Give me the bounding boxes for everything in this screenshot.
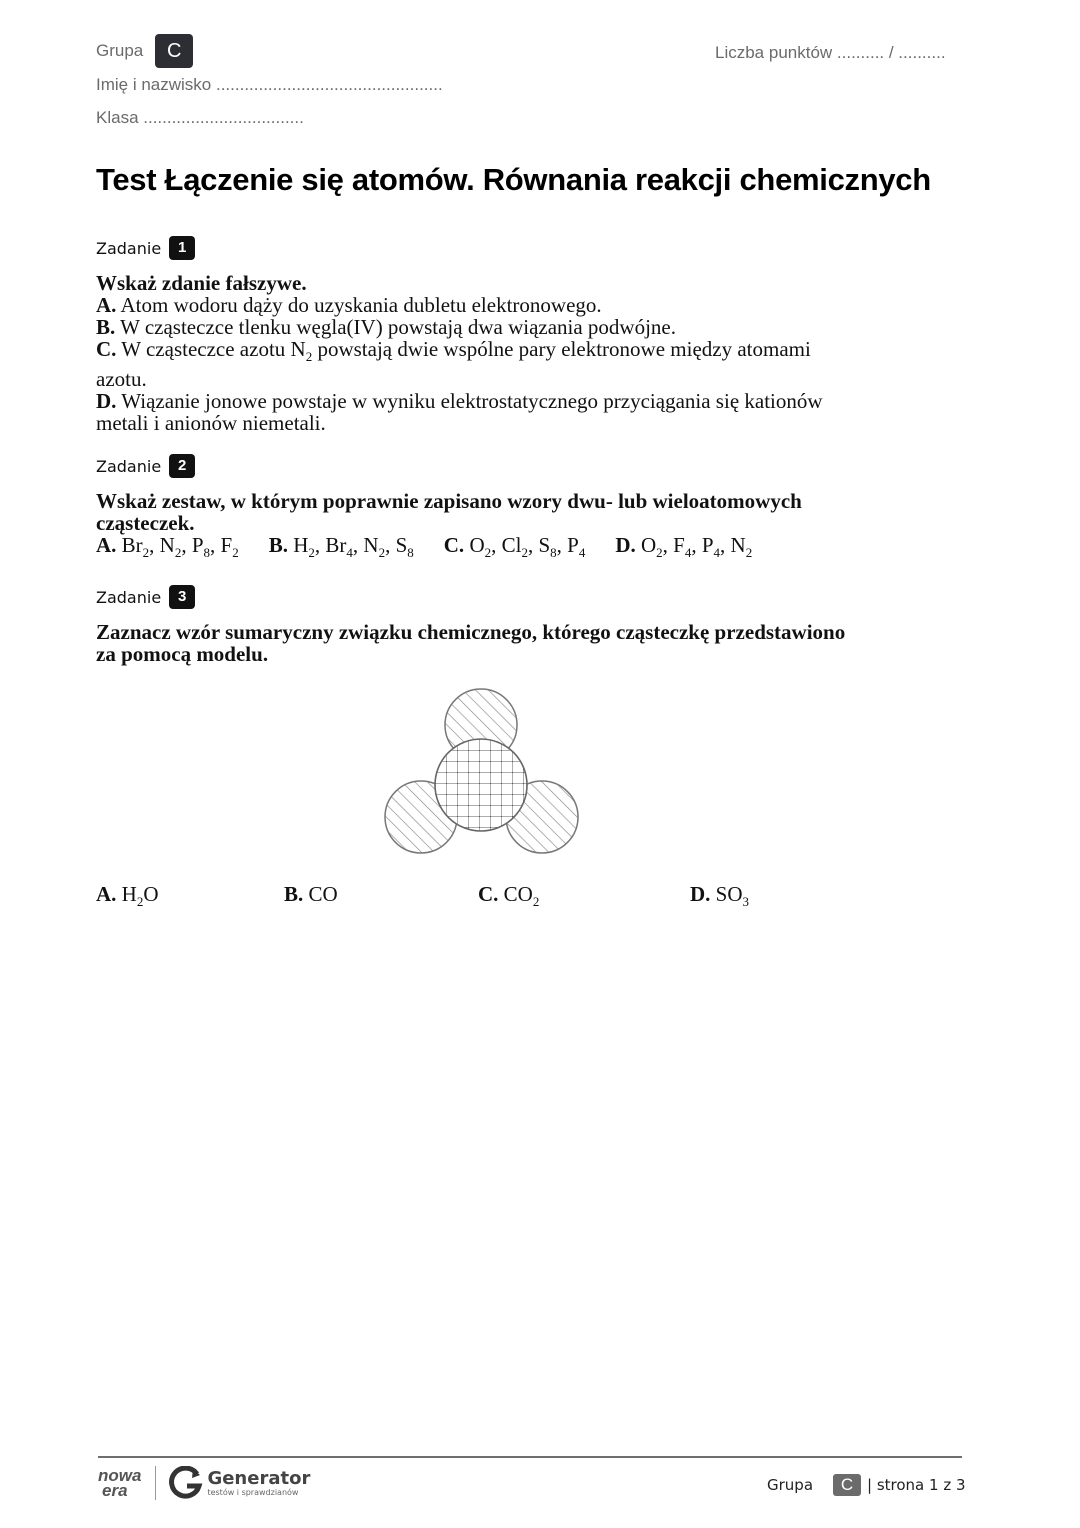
formula: $S_8$: [395, 533, 414, 560]
footer-divider: [98, 1456, 962, 1458]
option-letter: C.: [443, 533, 470, 557]
task-label: Zadanie: [96, 456, 162, 476]
task-2-option-a[interactable]: A. $Br_2$, $N_2$, $P_8$, $F_2$: [96, 533, 239, 560]
option-text-continued: metali i anionów niemetali.: [96, 411, 326, 435]
subscript: 4: [684, 545, 692, 560]
class-field: Klasa ..................................: [96, 108, 304, 127]
subscript: 2: [532, 894, 540, 909]
task-1-body: [96, 272, 856, 434]
formula-text: CO: [308, 882, 338, 906]
option-letter: D.: [690, 882, 716, 906]
central-atom: [435, 739, 527, 831]
subscript: 2: [142, 545, 150, 560]
formula: $P_4$: [701, 533, 721, 560]
formula: $H_2$: [293, 533, 315, 560]
option-text: powstają dwie wspólne pary elektronowe między atomami: [312, 337, 811, 361]
group-badge: C: [155, 34, 193, 68]
subscript: 8: [550, 545, 557, 560]
footer-logos: [98, 1466, 310, 1500]
task-3-stem-line-2: za pomocą modelu.: [96, 642, 269, 666]
subscript: 4: [346, 545, 353, 560]
formula: $N_2$: [159, 533, 182, 560]
subscript: 2: [745, 545, 753, 560]
task-3-option-a[interactable]: [96, 882, 159, 907]
page-title: Test Łączenie się atomów. Równania reakcji chemicznych: [96, 162, 931, 197]
formula-text: CO: [503, 882, 533, 906]
formula: $S_8$: [538, 533, 557, 560]
task-1-option-a[interactable]: [96, 294, 856, 316]
nowa-era-logo: [98, 1468, 141, 1498]
option-letter: C.: [478, 882, 504, 906]
footer-page-info: [767, 1474, 966, 1496]
task-3-option-b[interactable]: [284, 882, 338, 907]
subscript: 2: [232, 545, 239, 560]
task-2-body: [96, 489, 876, 560]
logo-separator: [155, 1466, 156, 1500]
group-field: [96, 34, 193, 68]
formula: $F_2$: [220, 533, 239, 560]
subscript: 2: [305, 349, 313, 364]
option-letter: B.: [268, 533, 294, 557]
generator-g-icon: [169, 1466, 203, 1500]
task-1-option-c[interactable]: [96, 338, 856, 390]
task-2-option-d[interactable]: D. $O_2$, $F_4$, $P_4$, $N_2$: [615, 533, 753, 560]
option-letter: D.: [615, 533, 641, 557]
formula: $Br_2$: [121, 533, 150, 560]
formula: $P_4$: [567, 533, 586, 560]
formula: $Br_4$: [325, 533, 353, 560]
option-letter: C.: [96, 337, 117, 361]
task-3-option-d[interactable]: [690, 882, 749, 907]
group-label: Grupa: [96, 41, 144, 60]
formula: $N_2$: [730, 533, 753, 560]
subscript: 4: [578, 545, 586, 560]
molecule-model: [380, 684, 585, 859]
subscript: 2: [174, 545, 182, 560]
option-text: W cząsteczce azotu N: [121, 337, 306, 361]
name-field: Imię i nazwisko ................................................: [96, 75, 443, 94]
option-letter: A.: [96, 533, 122, 557]
task-number-badge: 3: [169, 585, 195, 609]
logo-nowa-text: nowa: [98, 1466, 142, 1485]
option-text: Wiązanie jonowe powstaje w wyniku elektrostatycznego przyciągania się kationów: [121, 389, 823, 413]
points-field: Liczba punktów .......... / ..........: [715, 43, 946, 62]
generator-subtitle: testów i sprawdzianów: [207, 1487, 299, 1497]
task-1-header: [96, 236, 195, 260]
task-number-badge: 2: [169, 454, 195, 478]
task-3-option-c[interactable]: [478, 882, 539, 907]
footer-group-label: Grupa: [767, 1476, 814, 1494]
task-label: Zadanie: [96, 238, 162, 258]
subscript: 4: [713, 545, 721, 560]
subscript: 2: [521, 545, 528, 560]
subscript: 2: [656, 545, 663, 560]
formula: $F_4$: [673, 533, 692, 560]
formula: $O_2$: [641, 533, 663, 560]
generator-logo-text: [207, 1467, 311, 1497]
task-2-option-b[interactable]: B. $H_2$, $Br_4$, $N_2$, $S_8$: [268, 533, 414, 560]
formula-text: SO: [715, 882, 743, 906]
task-1-option-b[interactable]: [96, 316, 856, 338]
subscript: 3: [742, 894, 750, 909]
option-text: W cząsteczce tlenku węgla(IV) powstają dwa wiązania podwójne.: [120, 315, 677, 339]
formula-text: H: [121, 882, 137, 906]
subscript: 8: [407, 545, 414, 560]
footer-group-badge: C: [833, 1474, 861, 1496]
subscript: 2: [378, 545, 386, 560]
option-text: Atom wodoru dąży do uzyskania dubletu elektronowego.: [120, 293, 602, 317]
page-number: | strona 1 z 3: [867, 1476, 966, 1494]
task-3-body: [96, 621, 896, 665]
task-3-stem-line-1: Zaznacz wzór sumaryczny związku chemicznego, którego cząsteczkę przedstawiono: [96, 620, 846, 644]
task-3-options: [96, 882, 796, 912]
task-2-header: [96, 454, 195, 478]
subscript: 2: [308, 545, 315, 560]
task-2-stem-line-2: cząsteczek.: [96, 511, 195, 535]
option-text-continued: azotu.: [96, 367, 147, 391]
task-2-option-c[interactable]: C. $O_2$, $Cl_2$, $S_8$, $P_4$: [443, 533, 586, 560]
generator-title: Generator: [207, 1467, 311, 1489]
task-1-option-d[interactable]: [96, 390, 856, 434]
logo-era-text: era: [102, 1481, 128, 1500]
option-letter: A.: [96, 293, 117, 317]
formula: $P_8$: [191, 533, 211, 560]
task-1-stem: Wskaż zdanie fałszywe.: [96, 271, 307, 295]
formula-text: O: [143, 882, 159, 906]
task-2-stem-line-1: Wskaż zestaw, w którym poprawnie zapisano wzory dwu- lub wieloatomowych: [96, 489, 802, 513]
option-letter: D.: [96, 389, 117, 413]
task-number-badge: 1: [169, 236, 195, 260]
option-letter: B.: [96, 315, 116, 339]
option-letter: B.: [284, 882, 309, 906]
subscript: 8: [203, 545, 211, 560]
option-letter: A.: [96, 882, 122, 906]
subscript: 2: [484, 545, 492, 560]
formula: $Cl_2$: [501, 533, 528, 560]
subscript: 2: [136, 894, 144, 909]
task-label: Zadanie: [96, 587, 162, 607]
task-2-options: [96, 533, 876, 560]
formula: $N_2$: [363, 533, 386, 560]
formula: $O_2$: [469, 533, 492, 560]
task-3-header: [96, 585, 195, 609]
